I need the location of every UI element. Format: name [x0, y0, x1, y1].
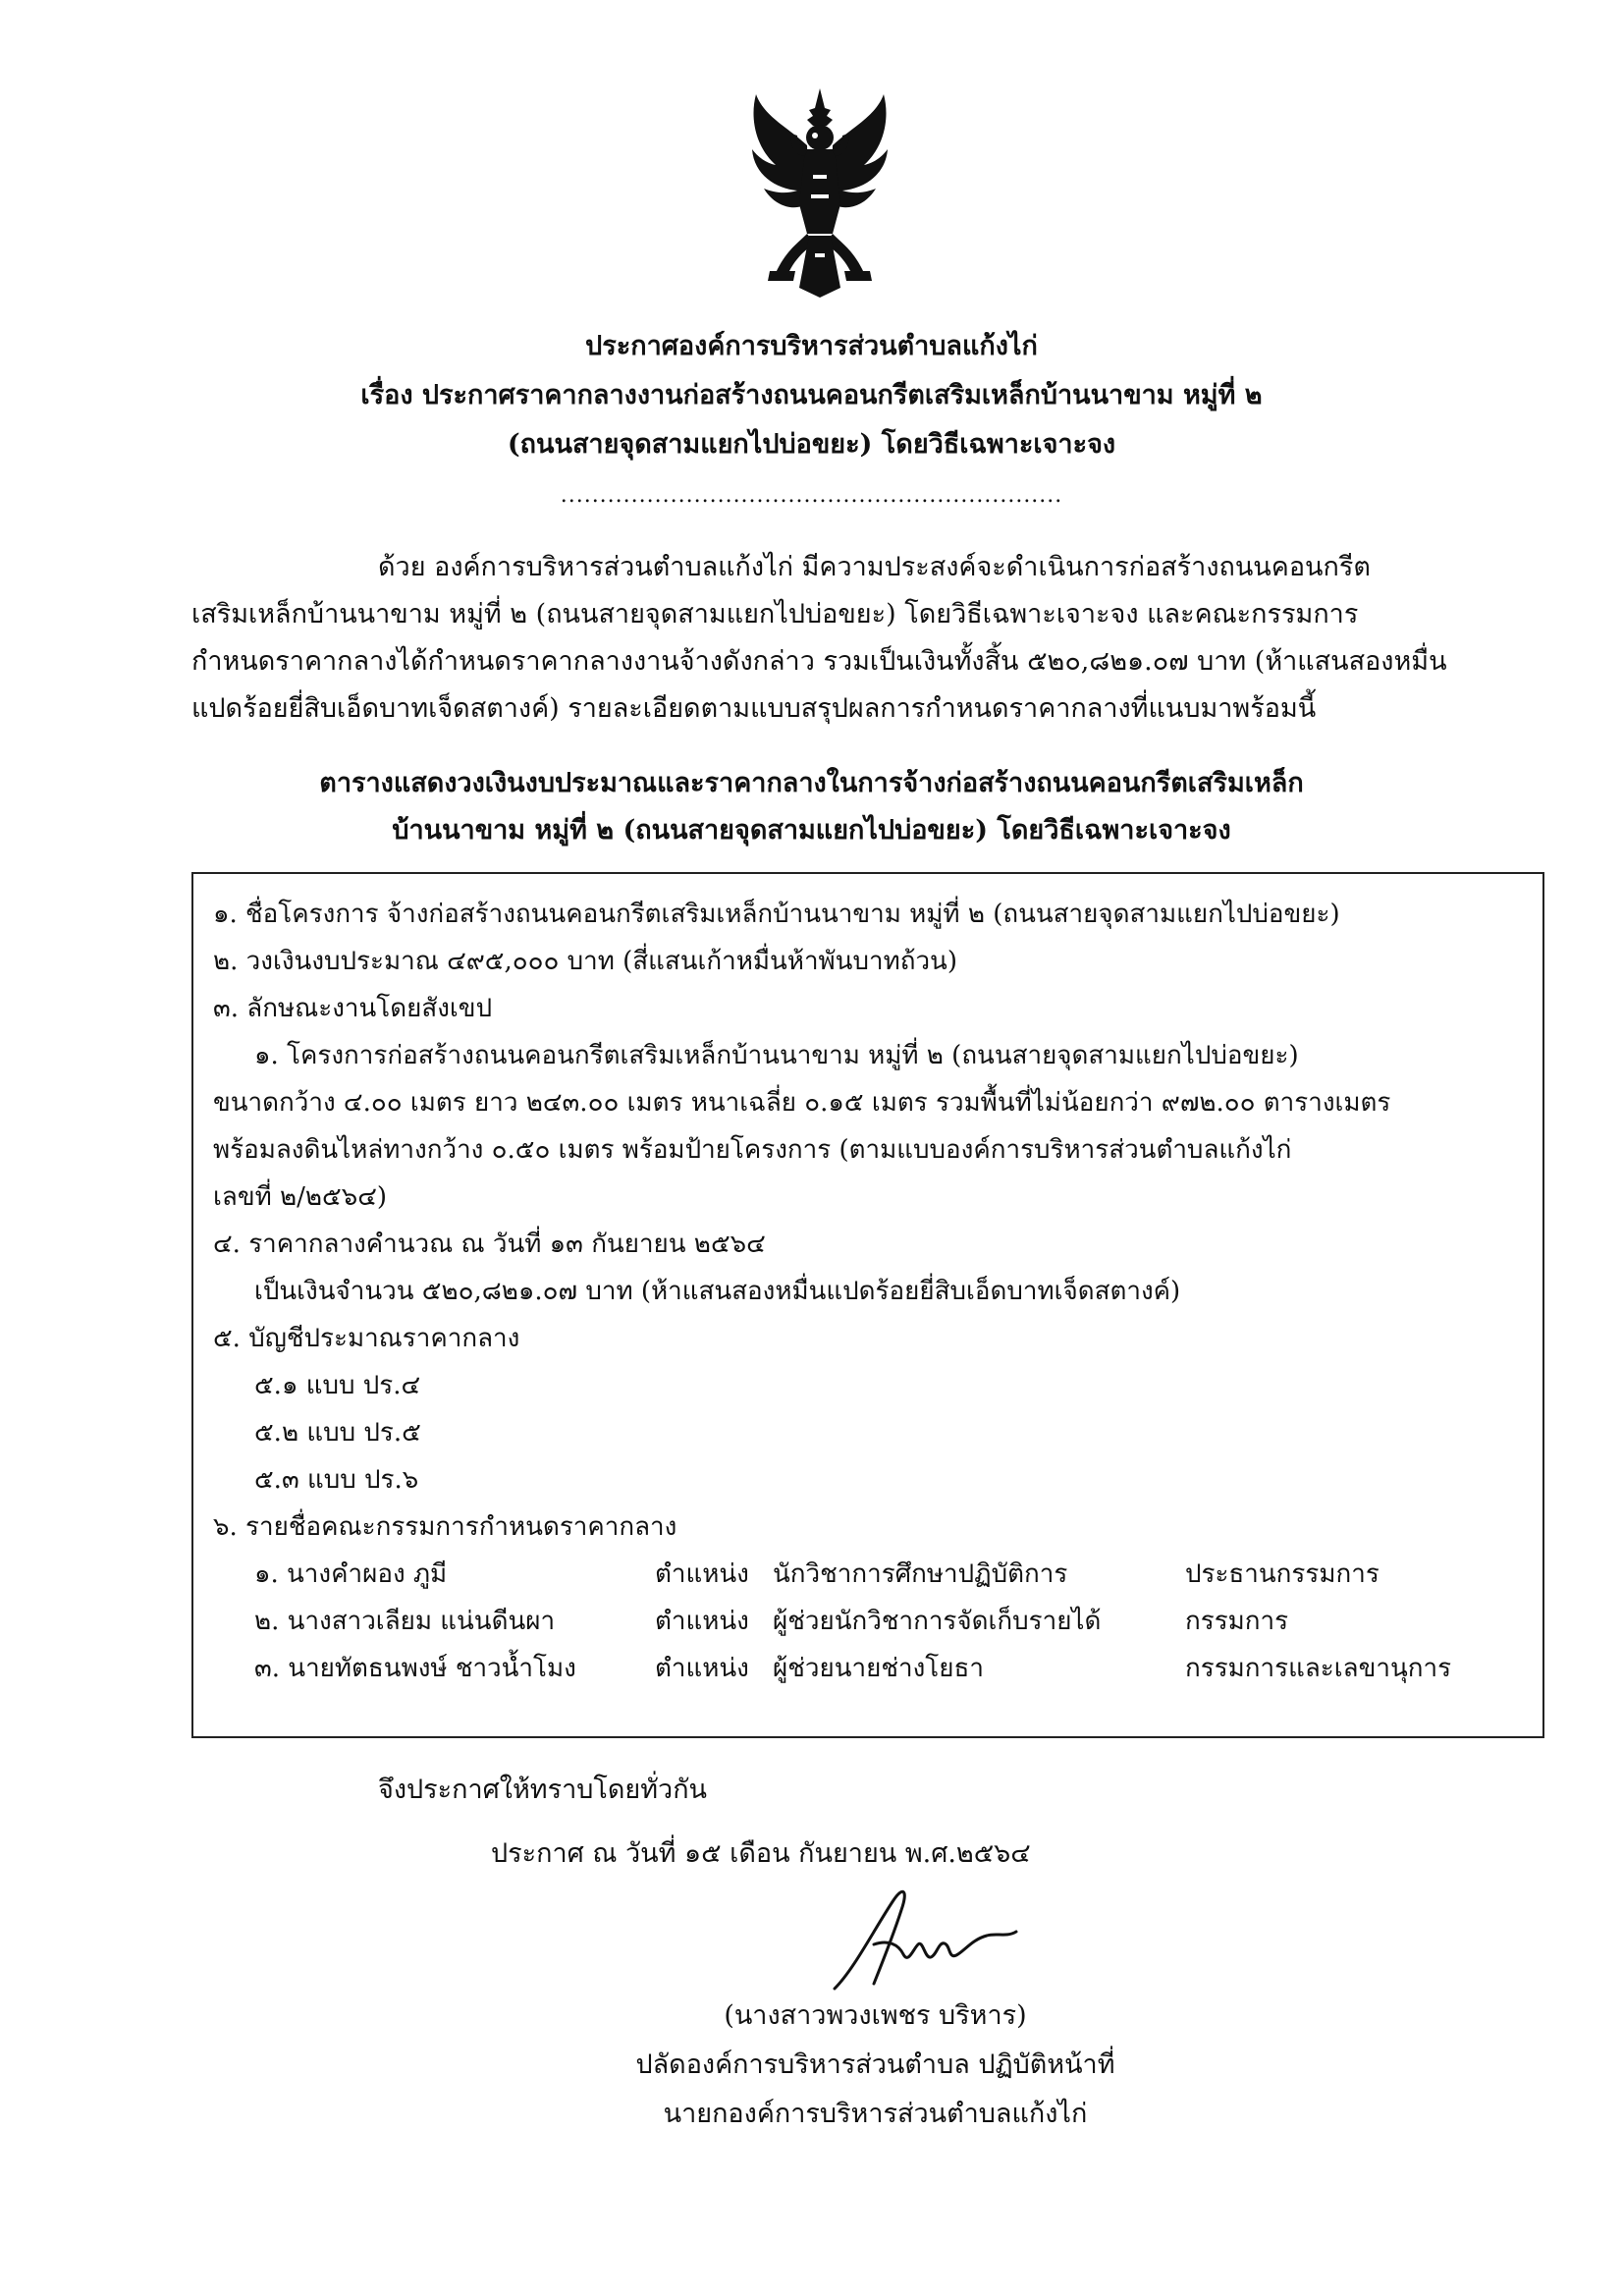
item-committee: ๖. รายชื่อคณะกรรมการกำหนดราคากลาง	[213, 1512, 677, 1542]
committee-role: กรรมการ	[1185, 1607, 1289, 1636]
committee-position-label: ตำแหน่ง	[655, 1654, 749, 1683]
committee-position: ผู้ช่วยนายช่างโยธา	[773, 1654, 984, 1683]
table-title: ตารางแสดงวงเงินงบประมาณและราคากลางในการจ้างก่อสร้างถนนคอนกรีตเสริมเหล็ก	[319, 768, 1304, 798]
details-box	[191, 872, 1544, 1738]
dotted-separator: ................................................................	[560, 483, 1063, 508]
item-form-pr4: ๕.๑ แบบ ปร.๔	[254, 1371, 421, 1400]
item-work-detail-4: เลขที่ ๒/๒๕๖๔)	[213, 1182, 388, 1212]
paragraph-line-2: เสริมเหล็กบ้านนาขาม หมู่ที่ ๒ (ถนนสายจุดสามแยกไปบ่อขยะ) โดยวิธีเฉพาะเจาะจง และคณะกรรมการ	[191, 599, 1359, 629]
handwritten-signature	[815, 1871, 1031, 2003]
paragraph-line-1: ด้วย องค์การบริหารส่วนตำบลแก้งไก่ มีความประสงค์จะดำเนินการก่อสร้างถนนคอนกรีต	[378, 552, 1371, 582]
garuda-emblem-icon	[746, 86, 893, 302]
paragraph-line-3: กำหนดราคากลางได้กำหนดราคากลางงานจ้างดังกล่าว รวมเป็นเงินทั้งสิ้น ๕๒๐,๘๒๑.๐๗ บาท (ห้าแสนสองหมื่น	[191, 646, 1447, 677]
announcement-subject: เรื่อง ประกาศราคากลางงานก่อสร้างถนนคอนกรีตเสริมเหล็กบ้านนาขาม หมู่ที่ ๒	[360, 380, 1263, 410]
item-work-summary: ๓. ลักษณะงานโดยสังเขป	[213, 994, 493, 1023]
committee-role: ประธานกรรมการ	[1185, 1559, 1380, 1589]
announcement-date: ประกาศ ณ วันที่ ๑๕ เดือน กันยายน พ.ศ.๒๕๖๔	[491, 1838, 1031, 1869]
closing-announce: จึงประกาศให้ทราบโดยทั่วกัน	[378, 1775, 707, 1805]
committee-name: ๑. นางคำผอง ภูมี	[254, 1559, 448, 1589]
committee-name: ๓. นายทัตธนพงษ์ ชาวน้ำโมง	[254, 1654, 576, 1683]
committee-name: ๒. นางสาวเลียม แน่นดีนผา	[254, 1607, 556, 1636]
paragraph-line-4: แปดร้อยยี่สิบเอ็ดบาทเจ็ดสตางค์) รายละเอียดตามแบบสรุปผลการกำหนดราคากลางที่แนบมาพร้อมนี้	[191, 693, 1317, 724]
signatory-title-cont: นายกองค์การบริหารส่วนตำบลแก้งไก่	[663, 2099, 1088, 2129]
committee-position-label: ตำแหน่ง	[655, 1559, 749, 1589]
item-estimate-list: ๕. บัญชีประมาณราคากลาง	[213, 1324, 520, 1353]
item-form-pr6: ๕.๓ แบบ ปร.๖	[254, 1465, 419, 1495]
announcement-subject-cont: (ถนนสายจุดสามแยกไปบ่อขยะ) โดยวิธีเฉพาะเจาะจง	[507, 429, 1116, 460]
item-work-detail-1: ๑. โครงการก่อสร้างถนนคอนกรีตเสริมเหล็กบ้านนาขาม หมู่ที่ ๒ (ถนนสายจุดสามแยกไปบ่อขยะ)	[254, 1041, 1299, 1070]
committee-position: ผู้ช่วยนักวิชาการจัดเก็บรายได้	[773, 1607, 1102, 1636]
signatory-title: ปลัดองค์การบริหารส่วนตำบล ปฏิบัติหน้าที่	[635, 2050, 1115, 2080]
item-median-amount: เป็นเงินจำนวน ๕๒๐,๘๒๑.๐๗ บาท (ห้าแสนสองหมื่นแปดร้อยยี่สิบเอ็ดบาทเจ็ดสตางค์)	[254, 1277, 1181, 1306]
committee-position: นักวิชาการศึกษาปฏิบัติการ	[773, 1559, 1068, 1589]
announcement-title: ประกาศองค์การบริหารส่วนตำบลแก้งไก่	[585, 331, 1038, 361]
item-budget: ๒. วงเงินงบประมาณ ๔๙๕,๐๐๐ บาท (สี่แสนเก้าหมื่นห้าพันบาทถ้วน)	[213, 947, 957, 976]
item-form-pr5: ๕.๒ แบบ ปร.๕	[254, 1418, 421, 1448]
item-median-price: ๔. ราคากลางคำนวณ ณ วันที่ ๑๓ กันยายน ๒๕๖๔	[213, 1230, 766, 1259]
committee-position-label: ตำแหน่ง	[655, 1607, 749, 1636]
committee-role: กรรมการและเลขานุการ	[1185, 1654, 1452, 1683]
item-work-detail-3: พร้อมลงดินไหล่ทางกว้าง ๐.๕๐ เมตร พร้อมป้ายโครงการ (ตามแบบองค์การบริหารส่วนตำบลแก้งไก่	[213, 1135, 1292, 1165]
item-project-name: ๑. ชื่อโครงการ จ้างก่อสร้างถนนคอนกรีตเสริมเหล็กบ้านนาขาม หมู่ที่ ๒ (ถนนสายจุดสามแยกไปบ่อขยะ)	[213, 900, 1340, 929]
table-title-cont: บ้านนาขาม หมู่ที่ ๒ (ถนนสายจุดสามแยกไปบ่อขยะ) โดยวิธีเฉพาะเจาะจง	[392, 815, 1231, 846]
signatory-name: (นางสาวพวงเพชร บริหาร)	[724, 2000, 1027, 2031]
item-work-detail-2: ขนาดกว้าง ๔.๐๐ เมตร ยาว ๒๔๓.๐๐ เมตร หนาเฉลี่ย ๐.๑๕ เมตร รวมพื้นที่ไม่น้อยกว่า ๙๗๒.๐๐ ตารางเมตร	[213, 1088, 1391, 1118]
